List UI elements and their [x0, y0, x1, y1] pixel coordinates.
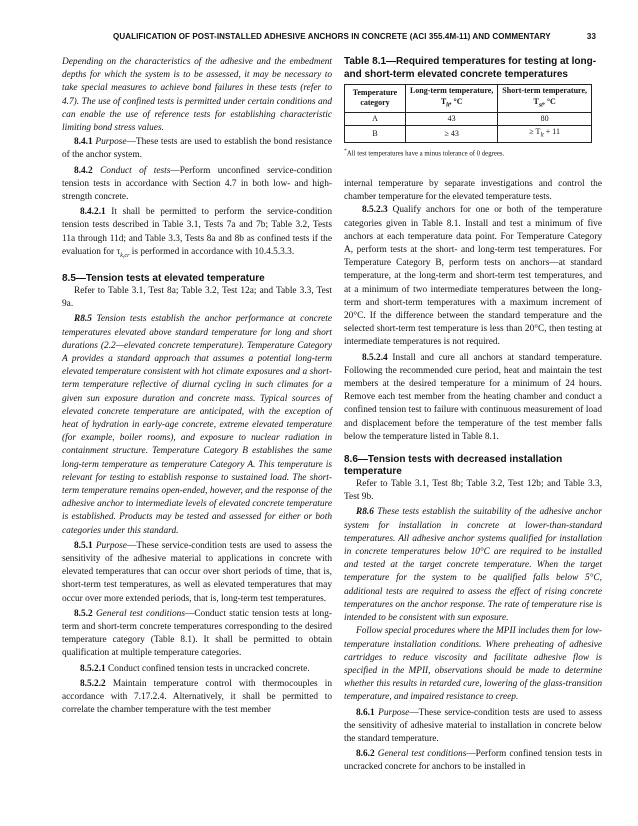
header-long-term [406, 85, 498, 113]
table-cell [498, 126, 592, 143]
commentary-r8-6 [344, 506, 602, 625]
left-column [62, 56, 332, 717]
section-text: Install and cure all anchors at standard temperature. Following the recommended cure period, heat and maintain the test members at the desired temperature for a minimum of 24 hours. Remove each test member from the heating chamber and conduct a confined tension test to failure with continuous measurement of load and displacement before the temperature of the test member falls below the temperature listed in Table 8.1. [344, 352, 602, 442]
header-long-term-label: Long-term temperature, T [409, 86, 494, 106]
section-8-5-reference: Refer to Table 3.1, Test 8a; Table 3.2, Test 12a; and Table 3.3, Test 9a. [62, 285, 332, 310]
section-text: Qualify anchors for one or both of the temperature categories given in Table 8.1. Install and test a minimum of five anchors at each temperature data point. For Temperature Category A, perform tests at the short- and long-term test temperatures. For Temperature Category B, perform tests on anchors—at standard temperature, at the long-term and short-term test temperatures, and at a minimum of two intermediate temperatures between the long-term and short-term temperatures with a maximum increment of 20°C. If the difference between the standard temperature and the selected short-term test temperature is less than 20°C, then testing at intermediate temperatures is not required. [344, 205, 602, 348]
table-header-row [345, 85, 592, 113]
footnote-text: All test temperatures have a minus tolerance of 0 degrees. [346, 150, 505, 158]
section-8-5-2-1 [62, 663, 332, 676]
table-row [345, 112, 592, 126]
commentary-paragraph: Depending on the characteristics of the adhesive and the embedment depths for which the system is to be assessed, it may be necessary to take special measures to achieve bond failures in these tests (refer to 4.7). The use of confined tests is permitted under certain conditions and can enable the use of reference tests for establishing characteristic limiting bond stress values. [62, 57, 332, 134]
header-long-term-sub: lt [446, 102, 450, 109]
section-text: —These service-condition tests are used to assess the sensitivity of the adhesive material to applications in concrete with elevated temperatures that can occur over short periods of time, that is, short-term test temperatures, as well as elevated temperatures that may occur over more extended periods, that is, long-term test temperatures. [62, 540, 332, 604]
continued-paragraph: internal temperature by separate investigations and control the chamber temperature for the elevated temperature tests. [344, 179, 602, 203]
section-lead: Conduct of tests [100, 165, 171, 176]
footnote-mark: * [344, 148, 347, 155]
section-number: 8.4.2.1 [80, 207, 106, 218]
section-number: 8.5.2 [74, 608, 93, 619]
section-8-6-1 [344, 707, 602, 747]
header-short-term [498, 85, 592, 113]
commentary-text: Tension tests establish the anchor performance at concrete temperatures elevated above standard temperature for long and short durations (2.2—elevated concrete temperature). Temperature Category A provides a standard approach that assumes a potential long-term elevated temperature consistent with hot climate exposures and a short-term temperature reflective of diurnal cycling in such climates for a given sun exposure duration and concrete mass. Typical sources of elevated concrete temperature are anticipated, with the exception of heat of hydration in early-age concrete, extreme elevated temperature (for example, boiler rooms), and exposure to nuclear radiation in containment structure. Temperature Category B establishes the same long-term temperature as temperature Category A. This temperature is relevant for testing to establish response to sustained load. The short-term temperature remains open-ended, however, and the response of the adhesive anchor to intermediate levels of elevated concrete temperature is established. Products may be tested and assessed for either or both categories under this standard. [62, 314, 332, 536]
section-8-5-2-4 [344, 352, 602, 444]
section-text: —Conduct static tension tests at long-term and short-term concrete temperatures corresponding to the desired temperature category (Table 8.1). It shall be permitted to obtain qualification at multiple temperature categories. [62, 608, 332, 659]
section-number: 8.4.2 [74, 165, 93, 176]
section-lead: General test conditions [95, 608, 185, 619]
tau-subscript: k,cr [120, 252, 130, 259]
section-8-6-reference: Refer to Table 3.1, Test 8b; Table 3.2, Test 12b; and Table 3.3, Test 9b. [344, 479, 602, 503]
table-cell: ≥ 43 [406, 126, 498, 143]
section-lead: Purpose [95, 540, 127, 551]
section-text: —These service-condition tests are used to assess the sensitivity of adhesive material to installation in concrete below the standard temperature. [344, 707, 602, 744]
commentary-r8-6-continued: Follow special procedures where the MPII includes them for low-temperature installation conditions. Where preheating of adhesive cartridges to reduce viscosity and facilitate adhesive flow is specified in the MPII, observations should be made to determine whether this results in retarded cure, lowering of the glass-transition temperature, and impaired resistance to creep. [344, 626, 602, 703]
section-text: Maintain temperature control with thermocouples in accordance with 7.17.2.4. Alternatively, it shall be permitted to correlate the chamber temperature with the test member [62, 678, 332, 716]
header-long-term-unit: , °C [449, 96, 463, 106]
table-cell-suffix: + 11 [543, 127, 560, 137]
table-cell: 43 [406, 112, 498, 126]
section-number: 8.6.1 [356, 707, 375, 718]
table-title: Table 8.1—Required temperatures for testing at long- and short-term elevated concrete temperatures [344, 56, 597, 80]
section-8-5-2-2 [62, 678, 332, 718]
section-number: 8.5.2.1 [80, 663, 106, 674]
header-category: Temperature category [345, 85, 406, 113]
table-cell-value: ≥ T [529, 127, 541, 137]
table-cell: B [345, 126, 406, 143]
header-short-term-sub: st [538, 102, 543, 109]
commentary-label: R8.6 [356, 507, 374, 518]
section-lead: Purpose [95, 137, 127, 148]
commentary-r8-5 [62, 313, 332, 537]
section-8-5-2 [62, 608, 332, 661]
section-text: It shall be permitted to perform the service-condition tension tests described in Table 3.1, Tests 7a and 7b; Table 3.2, Tests 11a through 11d; and Table 3.3, Tests 8a and 8b as confined tests if the evaluation for τ [62, 207, 332, 257]
table-row [345, 126, 592, 143]
header-short-term-label: Short-term temperature, T [502, 86, 588, 106]
table-footnote [344, 147, 602, 158]
section-8-4-2-1 [62, 206, 332, 263]
section-8-6-2 [344, 748, 602, 774]
running-title: QUALIFICATION OF POST-INSTALLED ADHESIVE ANCHORS IN CONCRETE (ACI 355.4M-11) AND COMMENTARY [113, 32, 551, 41]
section-text: Conduct confined tension tests in uncracked concrete. [108, 663, 310, 674]
table-cell: A [345, 112, 406, 126]
section-lead: Purpose [378, 707, 410, 718]
section-number: 8.5.2.2 [80, 678, 106, 689]
section-lead: General test conditions [377, 749, 467, 760]
table-cell: 80 [498, 112, 592, 126]
commentary-label: R8.5 [74, 314, 92, 325]
temperature-table [344, 84, 592, 143]
section-8-5-2-3 [344, 204, 602, 349]
section-text: —Perform unconfined service-condition tension tests in accordance with Section 4.7 in both low- and high-strength concrete. [62, 165, 333, 203]
section-number: 8.5.1 [74, 540, 93, 551]
section-8-4-1 [62, 136, 332, 162]
section-text: —These tests are used to establish the bond resistance of the anchor system. [62, 137, 332, 161]
section-number: 8.5.2.4 [362, 352, 388, 363]
section-8-4-2 [62, 165, 332, 205]
table-8-1-block [344, 56, 602, 158]
header-short-term-unit: , °C [542, 96, 556, 106]
section-number: 8.6.2 [356, 749, 375, 760]
section-8-5-1 [62, 540, 332, 606]
heading-8-6: 8.6—Tension tests with decreased installation temperature [344, 454, 563, 478]
heading-8-5: 8.5—Tension tests at elevated temperature [62, 272, 265, 284]
commentary-text: These tests establish the suitability of the adhesive anchor system for installation in concrete at lower-than-standard temperatures. All adhesive anchor systems qualified for installation in concrete temperatures below 10°C are required to be installed and tested at the target concrete temperature. When the target temperature for the system to be qualified falls below 5°C, additional tests are required to assess the effect of rising concrete temperatures on the anchor response. The rate of temperature rise is intended to be consistent with sun exposure. [344, 507, 602, 624]
table-cell-sub: lt [540, 132, 544, 139]
section-number: 8.5.2.3 [362, 205, 388, 216]
section-text: —Perform confined tension tests in uncracked concrete for anchors to be installed in [344, 749, 602, 773]
section-text-end: is performed in accordance with 10.4.5.3.3. [129, 246, 295, 257]
page-number: 33 [586, 32, 596, 41]
section-number: 8.4.1 [74, 137, 93, 148]
right-column [344, 178, 602, 775]
running-header [60, 32, 596, 46]
